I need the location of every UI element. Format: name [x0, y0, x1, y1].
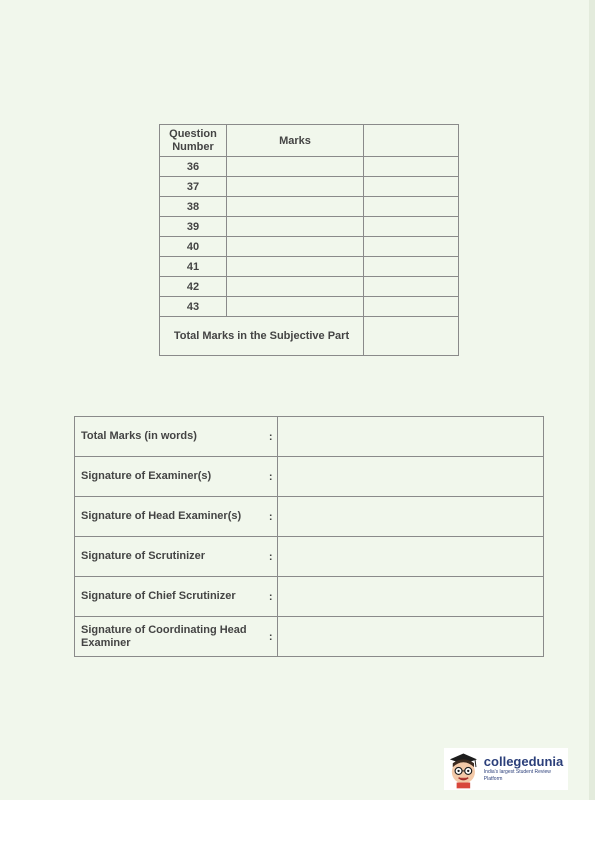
marks-cell[interactable]	[227, 237, 364, 257]
marks-cell[interactable]	[227, 197, 364, 217]
head-examiner-signature-label: Signature of Head Examiner(s)	[75, 497, 269, 537]
signature-table	[74, 416, 544, 657]
colon: :	[269, 457, 277, 497]
marks-extra-cell[interactable]	[364, 217, 459, 237]
question-number: 36	[160, 157, 227, 177]
marks-extra-cell[interactable]	[364, 157, 459, 177]
marks-table-header	[160, 125, 459, 157]
table-row	[75, 617, 544, 657]
table-row	[160, 277, 459, 297]
table-row	[75, 497, 544, 537]
colon: :	[269, 417, 277, 457]
table-row	[160, 257, 459, 277]
marks-cell[interactable]	[227, 277, 364, 297]
table-row	[160, 237, 459, 257]
chief-scrutinizer-signature-label: Signature of Chief Scrutinizer	[75, 577, 269, 617]
marks-extra-header	[364, 125, 459, 157]
marks-cell[interactable]	[227, 297, 364, 317]
logo-tagline: India's largest Student Review Platform	[483, 769, 551, 782]
question-number: 38	[160, 197, 227, 217]
total-marks-words-label: Total Marks (in words)	[75, 417, 269, 457]
marks-extra-cell[interactable]	[364, 277, 459, 297]
collegedunia-logo	[444, 748, 568, 790]
question-number: 39	[160, 217, 227, 237]
marks-extra-cell[interactable]	[364, 197, 459, 217]
table-row	[75, 537, 544, 577]
marks-extra-cell[interactable]	[364, 297, 459, 317]
question-number-header: Question Number	[160, 125, 227, 157]
scrutinizer-signature-label: Signature of Scrutinizer	[75, 537, 269, 577]
table-row	[160, 217, 459, 237]
examiner-signature-label: Signature of Examiner(s)	[75, 457, 269, 497]
question-number: 43	[160, 297, 227, 317]
total-row	[160, 317, 459, 356]
question-number: 40	[160, 237, 227, 257]
marks-extra-cell[interactable]	[364, 177, 459, 197]
marks-cell[interactable]	[227, 157, 364, 177]
page-bottom-margin	[0, 800, 595, 841]
question-number: 42	[160, 277, 227, 297]
colon: :	[269, 537, 277, 577]
table-row	[75, 577, 544, 617]
logo-name: collegedunia	[483, 754, 564, 769]
total-marks-label: Total Marks in the Subjective Part	[160, 317, 364, 356]
marks-extra-cell[interactable]	[364, 237, 459, 257]
examiner-signature-field[interactable]	[277, 457, 543, 497]
marks-extra-cell[interactable]	[364, 257, 459, 277]
colon: :	[269, 617, 277, 657]
marks-table	[159, 124, 459, 356]
head-examiner-signature-field[interactable]	[277, 497, 543, 537]
logo-text	[484, 755, 568, 783]
table-row	[160, 197, 459, 217]
colon: :	[269, 577, 277, 617]
marks-cell[interactable]	[227, 177, 364, 197]
question-number: 41	[160, 257, 227, 277]
table-row	[160, 157, 459, 177]
total-marks-cell[interactable]	[364, 317, 459, 356]
student-mascot-icon	[446, 749, 481, 789]
table-row	[75, 457, 544, 497]
coordinating-head-examiner-signature-field[interactable]	[277, 617, 543, 657]
marks-cell[interactable]	[227, 217, 364, 237]
marks-cell[interactable]	[227, 257, 364, 277]
table-row	[160, 177, 459, 197]
total-marks-words-field[interactable]	[277, 417, 543, 457]
colon: :	[269, 497, 277, 537]
marks-header: Marks	[227, 125, 364, 157]
coordinating-head-examiner-signature-label: Signature of Coordinating Head Examiner	[75, 617, 269, 657]
scrutinizer-signature-field[interactable]	[277, 537, 543, 577]
chief-scrutinizer-signature-field[interactable]	[277, 577, 543, 617]
table-row	[160, 297, 459, 317]
table-row	[75, 417, 544, 457]
page-edge	[589, 0, 595, 800]
question-number: 37	[160, 177, 227, 197]
